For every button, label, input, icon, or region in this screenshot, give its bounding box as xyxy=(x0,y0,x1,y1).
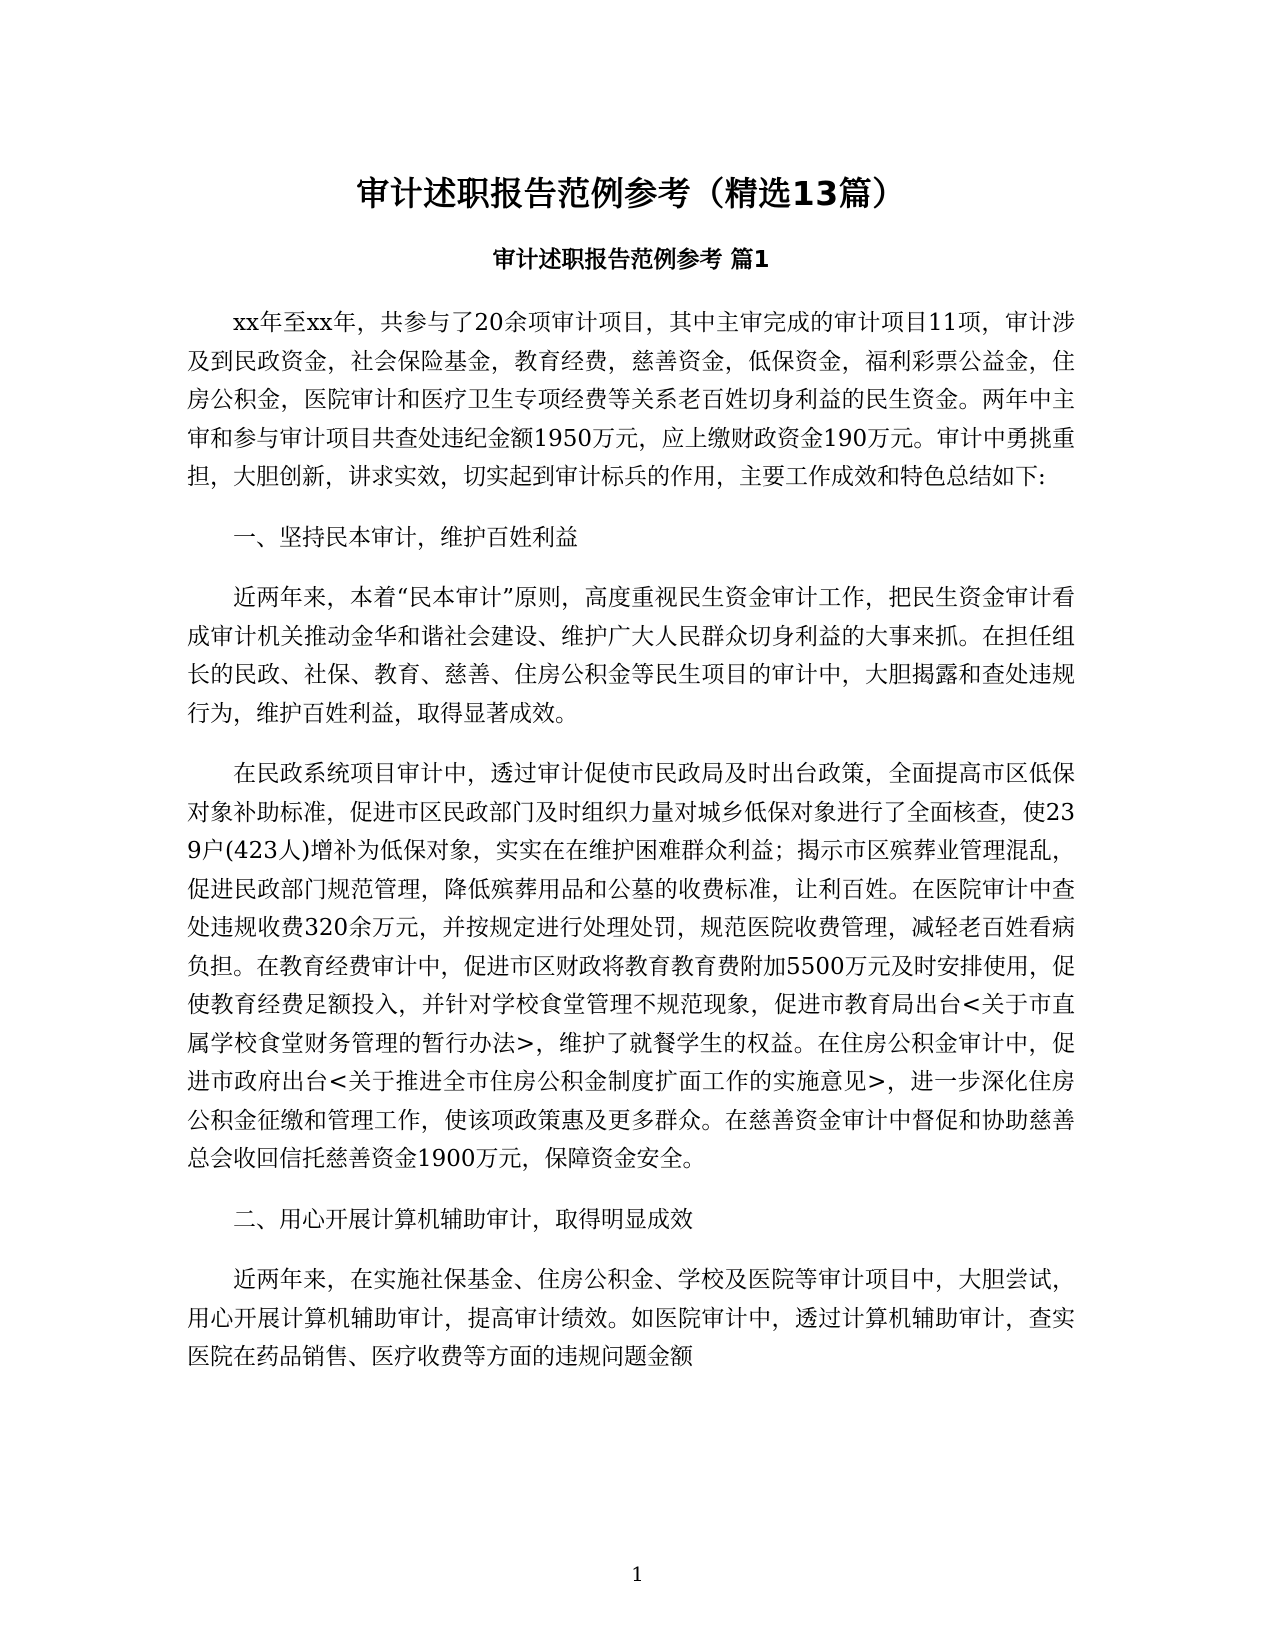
document-body xyxy=(187,172,1075,1377)
paragraph-people-oriented-audit: 近两年来，本着“民本审计”原则，高度重视民生资金审计工作，把民生资金审计看成审计机关推动金华和谐社会建设、维护广大人民群众切身利益的大事来抓。在担任组长的民政、社保、教育、慈善、住房公积金等民生项目的审计中，大胆揭露和查处违规行为，维护百姓利益，取得显著成效。 xyxy=(187,585,1075,727)
section-title: 审计述职报告范例参考 篇1 xyxy=(492,247,770,273)
paragraph-intro: xx年至xx年，共参与了20余项审计项目，其中主审完成的审计项目11项，审计涉及到民政资金，社会保险基金，教育经费，慈善资金，低保资金，福利彩票公益金，住房公积金，医院审计和医疗卫生专项经费等关系老百姓切身利益的民生资金。两年中主审和参与审计项目共查处违纪金额1950万元，应上缴财政资金190万元。审计中勇挑重担，大胆创新，讲求实效，切实起到审计标兵的作用，主要工作成效和特色总结如下: xyxy=(187,310,1075,490)
page-number: 1 xyxy=(631,1562,644,1586)
paragraph-civil-affairs-audit: 在民政系统项目审计中，透过审计促使市民政局及时出台政策，全面提高市区低保对象补助标准，促进市区民政部门及时组织力量对城乡低保对象进行了全面核查，使239户(423人)增补为低保对象，实实在在维护困难群众利益；揭示市区殡葬业管理混乱，促进民政部门规范管理，降低殡葬用品和公墓的收费标准，让利百姓。在医院审计中查处违规收费320余万元，并按规定进行处理处罚，规范医院收费管理，减轻老百姓看病负担。在教育经费审计中，促进市区财政将教育教育费附加5500万元及时安排使用，促使教育经费足额投入，并针对学校食堂管理不规范现象，促进市教育局出台<关于市直属学校食堂财务管理的暂行办法>，维护了就餐学生的权益。在住房公积金审计中，促进市政府出台<关于推进全市住房公积金制度扩面工作的实施意见>，进一步深化住房公积金征缴和管理工作，使该项政策惠及更多群众。在慈善资金审计中督促和协助慈善总会收回信托慈善资金1900万元，保障资金安全。 xyxy=(187,761,1075,1172)
heading-computer-assisted-audit: 二、用心开展计算机辅助审计，取得明显成效 xyxy=(233,1206,693,1233)
heading-people-oriented-audit: 一、坚持民本审计，维护百姓利益 xyxy=(233,524,578,551)
paragraph-computer-assisted-audit: 近两年来，在实施社保基金、住房公积金、学校及医院等审计项目中，大胆尝试，用心开展计算机辅助审计，提高审计绩效。如医院审计中，透过计算机辅助审计，查实医院在药品销售、医疗收费等方面的违规问题金额 xyxy=(187,1267,1075,1370)
document-title: 审计述职报告范例参考（精选13篇） xyxy=(356,174,906,213)
